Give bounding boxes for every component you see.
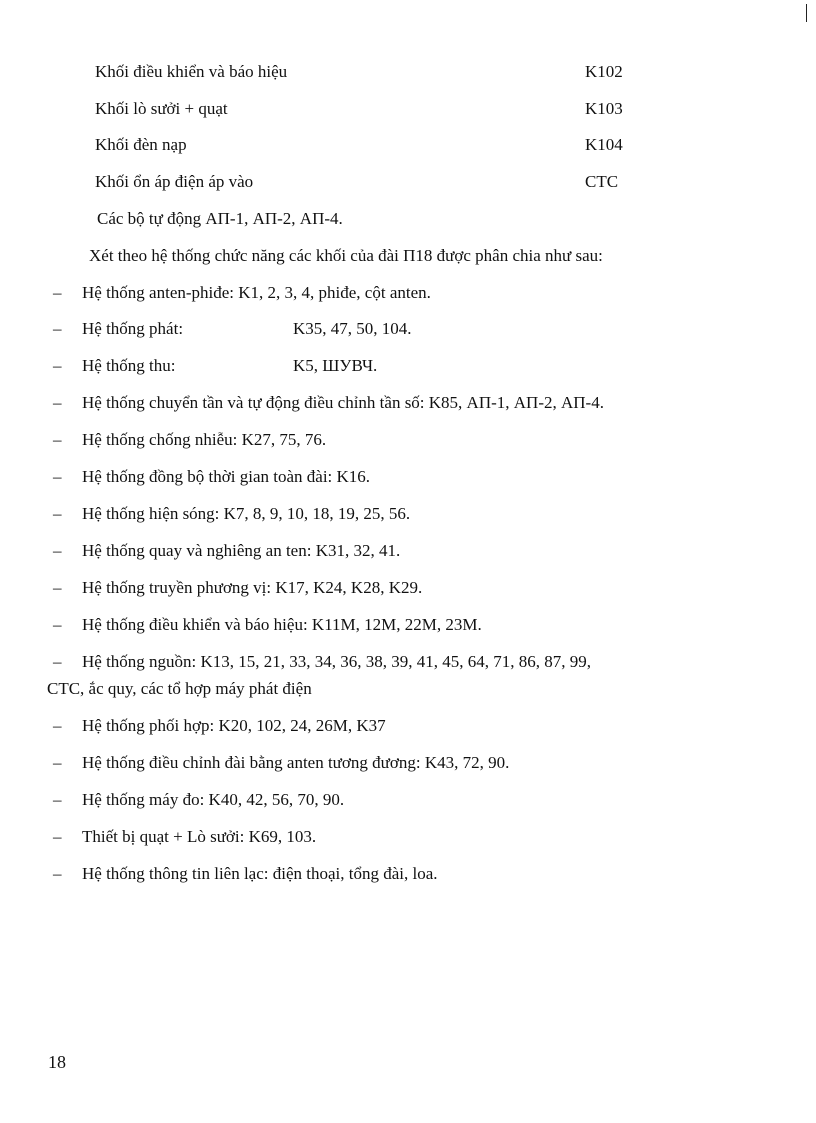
table-row-label: Khối lò sưởi + quạt	[95, 99, 228, 118]
list-item: Hệ thống phối hợp: K20, 102, 24, 26M, K37	[82, 716, 386, 735]
list-item-label: Hệ thống phát:	[82, 319, 184, 338]
table-row-code: K104	[585, 135, 623, 154]
list-item: Hệ thống máy đo: K40, 42, 56, 70, 90.	[82, 790, 345, 809]
list-item: Hệ thống chống nhiễu: K27, 75, 76.	[82, 430, 327, 449]
list-dash: –	[53, 430, 62, 449]
list-item: Hệ thống chuyển tần và tự động điều chỉnh tần số: K85, АП-1, АП-2, АП-4.	[82, 393, 604, 412]
list-dash: –	[53, 716, 62, 735]
page-number: 18	[48, 1052, 66, 1072]
table-row-label: Khối điều khiển và báo hiệu	[95, 62, 288, 81]
list-item: Hệ thống điều chỉnh đài bằng anten tương đương: K43, 72, 90.	[82, 753, 510, 772]
list-dash: –	[53, 753, 62, 772]
list-item-value: K5, ШУВЧ.	[293, 356, 378, 375]
list-dash: –	[53, 578, 62, 597]
list-item: Hệ thống thông tin liên lạc: điện thoại, tổng đài, loa.	[82, 864, 438, 883]
list-dash: –	[53, 467, 62, 486]
auto-units-line: Các bộ tự động АП-1, АП-2, АП-4.	[97, 209, 343, 228]
list-dash: –	[53, 356, 62, 375]
list-item: Hệ thống quay và nghiêng an ten: K31, 32, 41.	[82, 541, 401, 560]
table-row-label: Khối ổn áp điện áp vào	[95, 172, 254, 191]
list-dash: –	[53, 827, 62, 846]
list-dash: –	[53, 541, 62, 560]
list-dash: –	[53, 504, 62, 523]
scan-mark	[806, 4, 807, 22]
list-item: Hệ thống điều khiển và báo hiệu: K11M, 12M, 22M, 23M.	[82, 615, 482, 634]
list-item: Hệ thống truyền phương vị: K17, K24, K28, K29.	[82, 578, 423, 597]
list-item-continuation: CTC, ắc quy, các tổ hợp máy phát điện	[47, 679, 312, 698]
list-dash: –	[53, 864, 62, 883]
list-item: Hệ thống nguồn: K13, 15, 21, 33, 34, 36, 38, 39, 41, 45, 64, 71, 86, 87, 99,	[82, 652, 592, 671]
list-item-label: Hệ thống thu:	[82, 356, 176, 375]
table-row-code: K103	[585, 99, 623, 118]
list-dash: –	[53, 393, 62, 412]
list-dash: –	[53, 790, 62, 809]
table-row-code: K102	[585, 62, 623, 81]
list-item: Hệ thống hiện sóng: K7, 8, 9, 10, 18, 19, 25, 56.	[82, 504, 411, 523]
list-item: Hệ thống đồng bộ thời gian toàn đài: K16.	[82, 467, 371, 486]
list-item: Hệ thống anten-phiđe: K1, 2, 3, 4, phiđe, cột anten.	[82, 283, 431, 302]
list-item: Thiết bị quạt + Lò sưởi: K69, 103.	[82, 827, 317, 846]
table-row-code: CTC	[585, 172, 619, 191]
list-dash: –	[53, 283, 62, 302]
intro-paragraph: Xét theo hệ thống chức năng các khối của đài П18 được phân chia như sau:	[89, 246, 603, 265]
table-row-label: Khối đèn nạp	[95, 135, 187, 154]
list-dash: –	[53, 652, 62, 671]
list-item-value: K35, 47, 50, 104.	[293, 319, 412, 338]
list-dash: –	[53, 615, 62, 634]
list-dash: –	[53, 319, 62, 338]
